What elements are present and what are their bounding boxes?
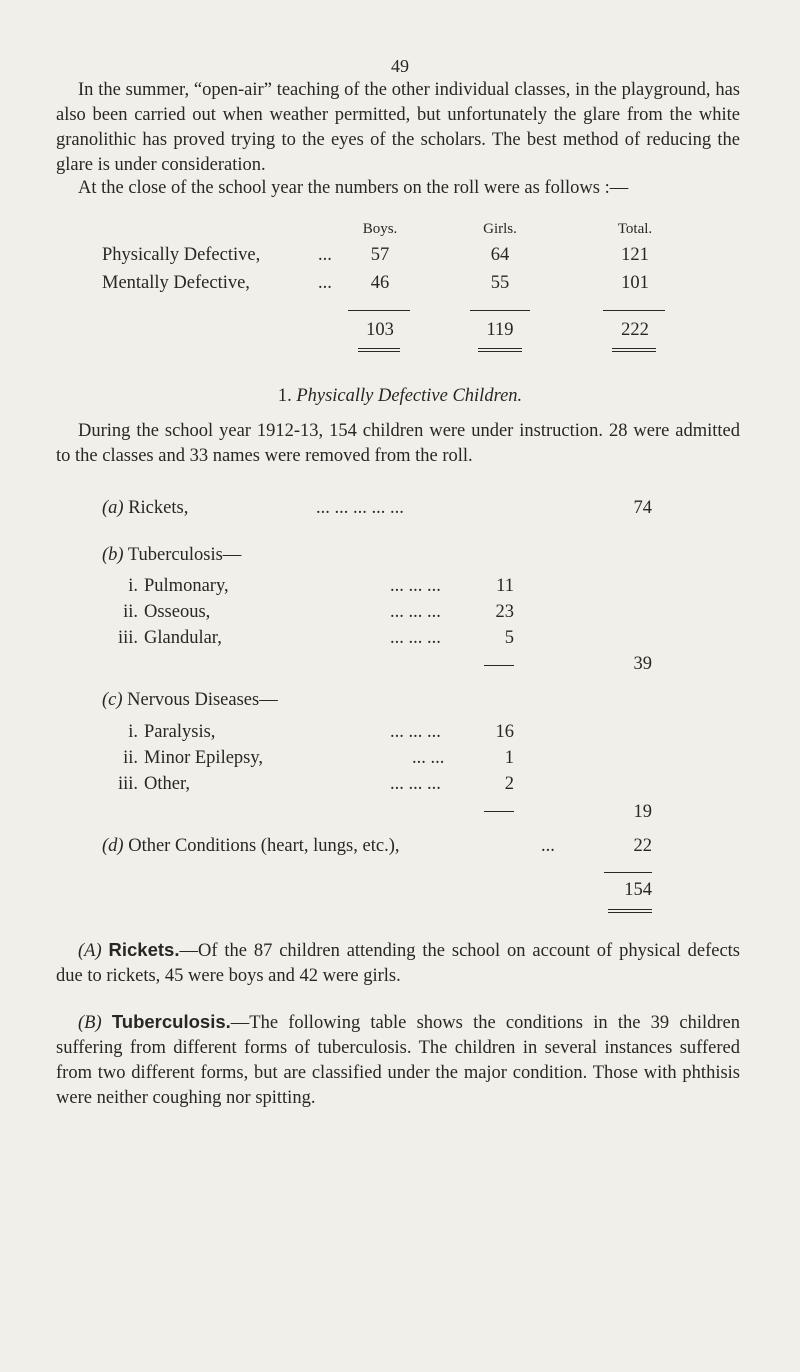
marker: (d) — [102, 836, 124, 856]
tuberculosis-paragraph — [56, 1009, 740, 1111]
marker: (c) — [102, 690, 123, 710]
value: 74 — [633, 498, 652, 518]
text: —The following table shows the conditions in the 39 children suffering from different forms of tuberculosis. The children in several instances suffered from two different forms, but are classified under the major condition. Those with phthisis were neither coughing nor spitting. — [56, 1013, 741, 1108]
subtotal-rule — [484, 811, 514, 812]
row-dots: ... — [318, 245, 332, 265]
item-value: 16 — [495, 722, 514, 742]
label: Nervous Diseases— — [127, 690, 278, 710]
instruction-paragraph — [56, 419, 740, 469]
cell-boys: 46 — [370, 273, 390, 293]
header-total: Total. — [617, 221, 653, 237]
row-label-physically: Physically Defective, — [102, 245, 261, 265]
intro-paragraph — [56, 78, 740, 178]
dots: ... ... ... — [390, 602, 441, 622]
cell-girls: 55 — [490, 273, 510, 293]
cell-total: 101 — [621, 273, 649, 293]
text: —Of the 87 children attending the school on account of physical defects due to rickets, 45 were boys and 42 were girls. — [56, 941, 740, 986]
heading: Tuberculosis. — [111, 1011, 231, 1032]
cell-total: 121 — [621, 245, 649, 265]
total-rule — [604, 872, 652, 873]
double-rule — [608, 909, 652, 913]
item-label: Paralysis, — [144, 722, 216, 742]
total-all: 222 — [621, 320, 649, 340]
item-value: 11 — [496, 576, 514, 596]
label: Other Conditions (heart, lungs, etc.), — [128, 836, 400, 856]
value: 22 — [633, 836, 652, 856]
item-value: 23 — [495, 602, 514, 622]
dots: ... ... — [412, 748, 445, 768]
intro-text: In the summer, “open-air” teaching of the other individual classes, in the playground, has also been carried out when weather permitted, but unfortunately the glare from the white granolithic has proved trying to the eyes of the scholars. The best method of reducing the glare is under consideration. — [56, 80, 740, 175]
subtotal-rule — [484, 665, 514, 666]
item-value: 5 — [504, 628, 514, 648]
item-num: iii. — [117, 628, 138, 648]
item-num: i. — [128, 576, 138, 596]
cell-girls: 64 — [490, 245, 510, 265]
row-label-mentally: Mentally Defective, — [102, 273, 250, 293]
double-rule — [612, 348, 656, 352]
subtotal: 39 — [633, 654, 652, 674]
double-rule — [358, 348, 400, 352]
heading: Rickets. — [108, 939, 180, 960]
marker: (A) — [78, 941, 102, 961]
item-num: i. — [128, 722, 138, 742]
header-boys: Boys. — [362, 221, 398, 237]
item-label: Other, — [144, 774, 191, 794]
condition-c — [102, 690, 278, 711]
item-label: Minor Epilepsy, — [144, 748, 264, 768]
page-number: 49 — [391, 56, 409, 76]
instruction-text: During the school year 1912-13, 154 children were under instruction. 28 were admitted to the classes and 33 names were removed from the roll. — [56, 421, 740, 466]
item-num: iii. — [117, 774, 138, 794]
dots: ... ... ... ... ... — [316, 498, 404, 518]
header-girls: Girls. — [483, 221, 517, 237]
grand-total: 154 — [624, 880, 652, 900]
condition-a — [102, 498, 188, 519]
sum-rule — [348, 310, 410, 311]
item-label: Pulmonary, — [144, 576, 229, 596]
label: Tuberculosis— — [127, 545, 242, 565]
dots: ... ... ... — [390, 628, 441, 648]
sum-rule — [470, 310, 530, 311]
item-num: ii. — [123, 602, 138, 622]
dots: ... — [541, 836, 555, 856]
sum-rule — [603, 310, 665, 311]
item-value: 1 — [504, 748, 514, 768]
condition-b — [102, 545, 241, 566]
roll-text: At the close of the school year the numbers on the roll were as follows :— — [78, 178, 629, 198]
condition-d — [102, 836, 399, 857]
item-num: ii. — [123, 748, 138, 768]
label: Rickets, — [128, 498, 189, 518]
total-girls: 119 — [486, 320, 514, 340]
section-title: Physically Defective Children. — [296, 386, 523, 406]
rickets-paragraph — [56, 937, 740, 989]
item-value: 2 — [504, 774, 514, 794]
dots: ... ... ... — [390, 774, 441, 794]
roll-paragraph — [56, 176, 740, 201]
double-rule — [478, 348, 522, 352]
item-label: Osseous, — [144, 602, 211, 622]
marker: (a) — [102, 498, 124, 518]
item-label: Glandular, — [144, 628, 222, 648]
row-dots: ... — [318, 273, 332, 293]
total-boys: 103 — [366, 320, 394, 340]
marker: (B) — [78, 1013, 102, 1033]
dots: ... ... ... — [390, 576, 441, 596]
subtotal: 19 — [633, 802, 652, 822]
marker: (b) — [102, 545, 124, 565]
section-number: 1. — [277, 386, 292, 406]
cell-boys: 57 — [370, 245, 390, 265]
dots: ... ... ... — [390, 722, 441, 742]
section-heading — [0, 386, 800, 407]
